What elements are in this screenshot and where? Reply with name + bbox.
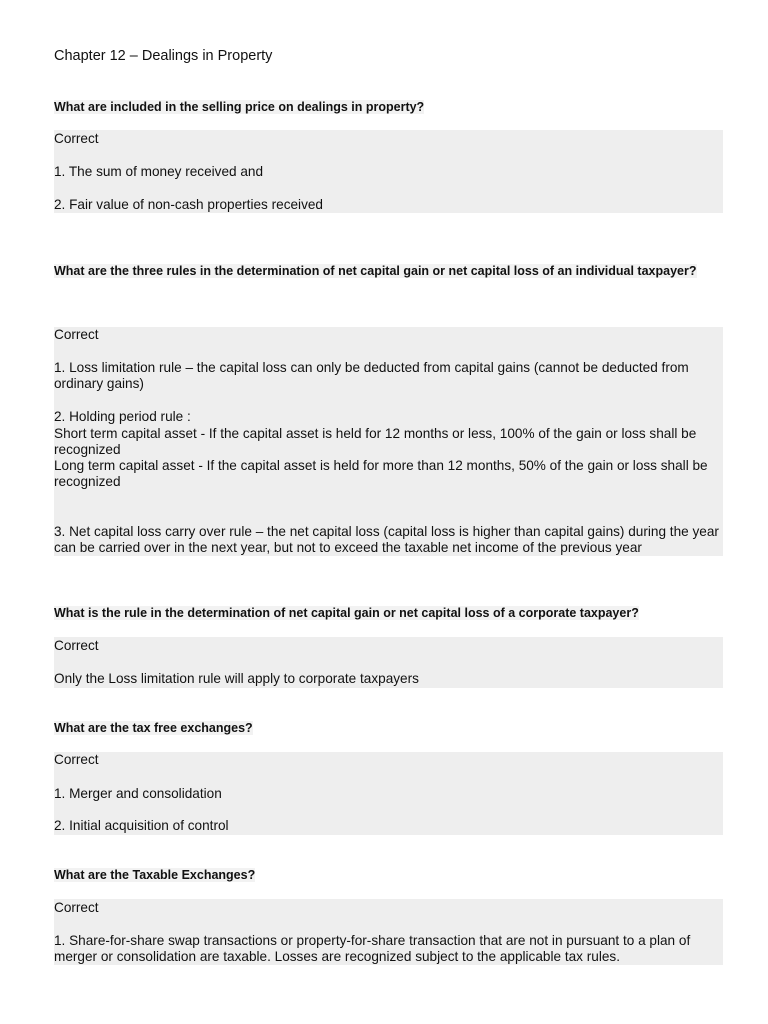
answer-1-line-1: 1. The sum of money received and	[54, 164, 264, 179]
question-5	[54, 867, 255, 883]
question-1-text: What are included in the selling price on dealings in property?	[54, 100, 425, 114]
question-5-text: What are the Taxable Exchanges?	[54, 868, 256, 882]
question-2-text: What are the three rules in the determination of net capital gain or net capital loss of an individual taxpayer?	[54, 264, 697, 278]
answer-2-line-4: Long term capital asset - If the capital asset is held for more than 12 months, 50% of the gain or loss shall be recognized	[54, 458, 708, 489]
answer-2-line-3: Short term capital asset - If the capital asset is held for 12 months or less, 100% of the gain or loss shall be recognized	[54, 426, 697, 457]
question-4-text: What are the tax free exchanges?	[54, 721, 253, 735]
answer-3-line-1: Only the Loss limitation rule will apply to corporate taxpayers	[54, 671, 419, 686]
answer-4-line-2: 2. Initial acquisition of control	[54, 818, 229, 833]
answer-1-line-2: 2. Fair value of non-cash properties received	[54, 197, 323, 212]
answer-4-status: Correct	[54, 752, 99, 767]
question-3	[54, 605, 639, 621]
question-4	[54, 720, 253, 736]
chapter-title: Chapter 12 – Dealings in Property	[54, 48, 273, 64]
answer-2-line-2: 2. Holding period rule :	[54, 409, 191, 424]
answer-3-status: Correct	[54, 638, 99, 653]
answer-5-status: Correct	[54, 900, 99, 915]
answer-2-status: Correct	[54, 327, 99, 342]
answer-2-line-5: 3. Net capital loss carry over rule – the net capital loss (capital loss is higher than capital gains) during the year can be carried over in the next year, but not to exceed the taxable net income of the previous year	[54, 524, 719, 555]
answer-5-line-1: 1. Share-for-share swap transactions or property-for-share transaction that are not in pursuant to a plan of merger or consolidation are taxable. Losses are recognized subject to the applicable tax rules.	[54, 933, 691, 964]
answer-4-line-1: 1. Merger and consolidation	[54, 786, 222, 801]
question-1	[54, 99, 424, 115]
question-2	[54, 263, 723, 279]
answer-1-status: Correct	[54, 131, 99, 146]
answer-2-line-1: 1. Loss limitation rule – the capital loss can only be deducted from capital gains (cannot be deducted from ordinary gains)	[54, 360, 689, 391]
question-3-text: What is the rule in the determination of net capital gain or net capital loss of a corporate taxpayer?	[54, 606, 639, 620]
